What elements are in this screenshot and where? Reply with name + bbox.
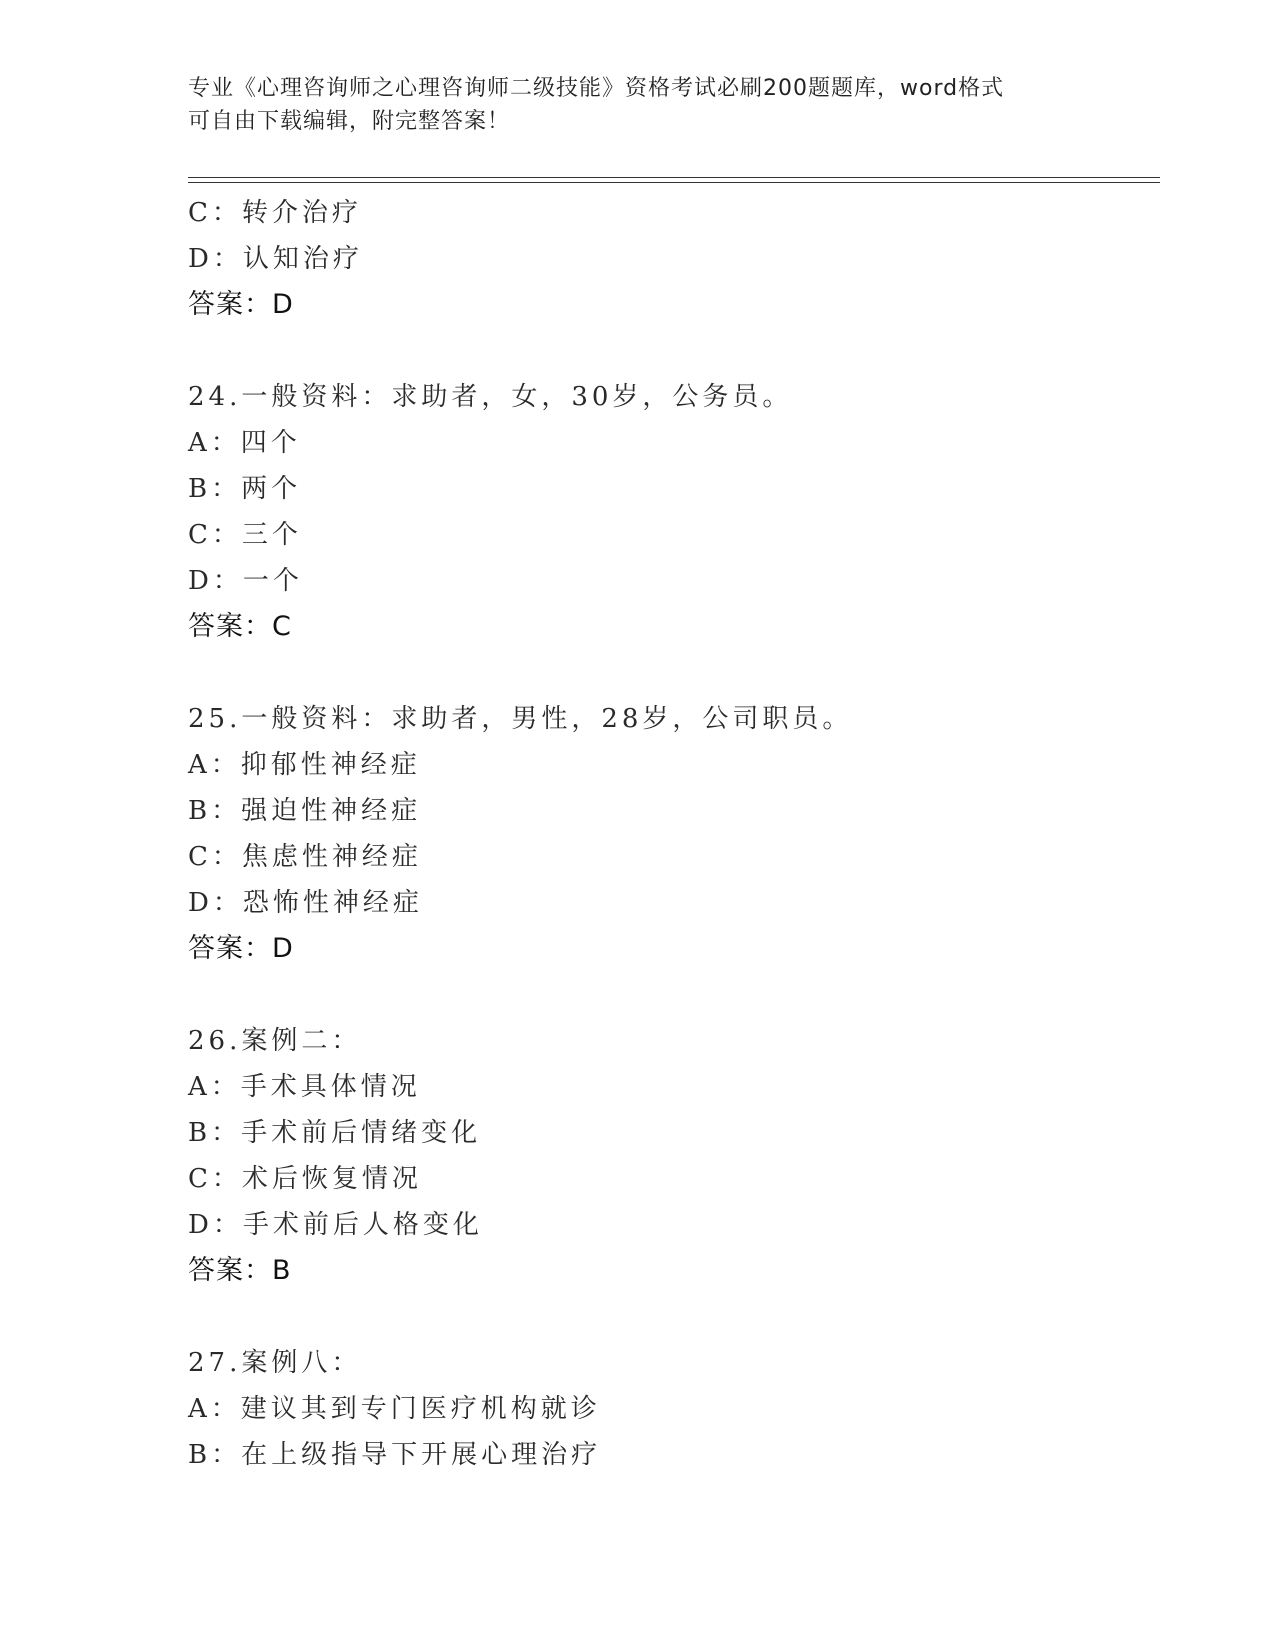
option-b: B：手术前后情绪变化: [188, 1118, 482, 1148]
option-a: A：四个: [188, 428, 301, 458]
answer-line: 答案：D: [188, 289, 294, 320]
header-line-2: 可自由下载编辑，附完整答案！: [188, 109, 511, 134]
option-a: A：手术具体情况: [188, 1072, 421, 1102]
option-c: C：转介治疗: [188, 198, 362, 228]
option-a: A：建议其到专门医疗机构就诊: [188, 1394, 601, 1424]
question-list: [188, 190, 1160, 1478]
answer-line: 答案：B: [188, 1255, 292, 1286]
question-stem: 27.案例八：: [188, 1348, 362, 1378]
option-d: D：恐怖性神经症: [188, 888, 423, 918]
header-line-1: 专业《心理咨询师之心理咨询师二级技能》资格考试必刷200题题库，word格式: [188, 76, 1005, 101]
option-b: B：两个: [188, 474, 302, 504]
question-stem: 24.一般资料：求助者，女，30岁，公务员。: [188, 382, 793, 412]
header-rule-bottom: [188, 182, 1160, 183]
option-b: B：强迫性神经症: [188, 796, 422, 826]
answer-line: 答案：D: [188, 933, 294, 964]
question-stem: 25.一般资料：求助者，男性，28岁，公司职员。: [188, 704, 853, 734]
option-d: D：手术前后人格变化: [188, 1210, 483, 1240]
header-rule-top: [188, 177, 1160, 178]
option-d: D：一个: [188, 566, 303, 596]
answer-line: 答案：C: [188, 611, 292, 642]
question-stem: 26.案例二：: [188, 1026, 362, 1056]
option-b: B：在上级指导下开展心理治疗: [188, 1440, 602, 1470]
option-c: C：三个: [188, 520, 302, 550]
document-header: [188, 72, 1088, 138]
option-c: C：术后恢复情况: [188, 1164, 422, 1194]
option-c: C：焦虑性神经症: [188, 842, 422, 872]
option-a: A：抑郁性神经症: [188, 750, 421, 780]
option-d: D：认知治疗: [188, 244, 363, 274]
